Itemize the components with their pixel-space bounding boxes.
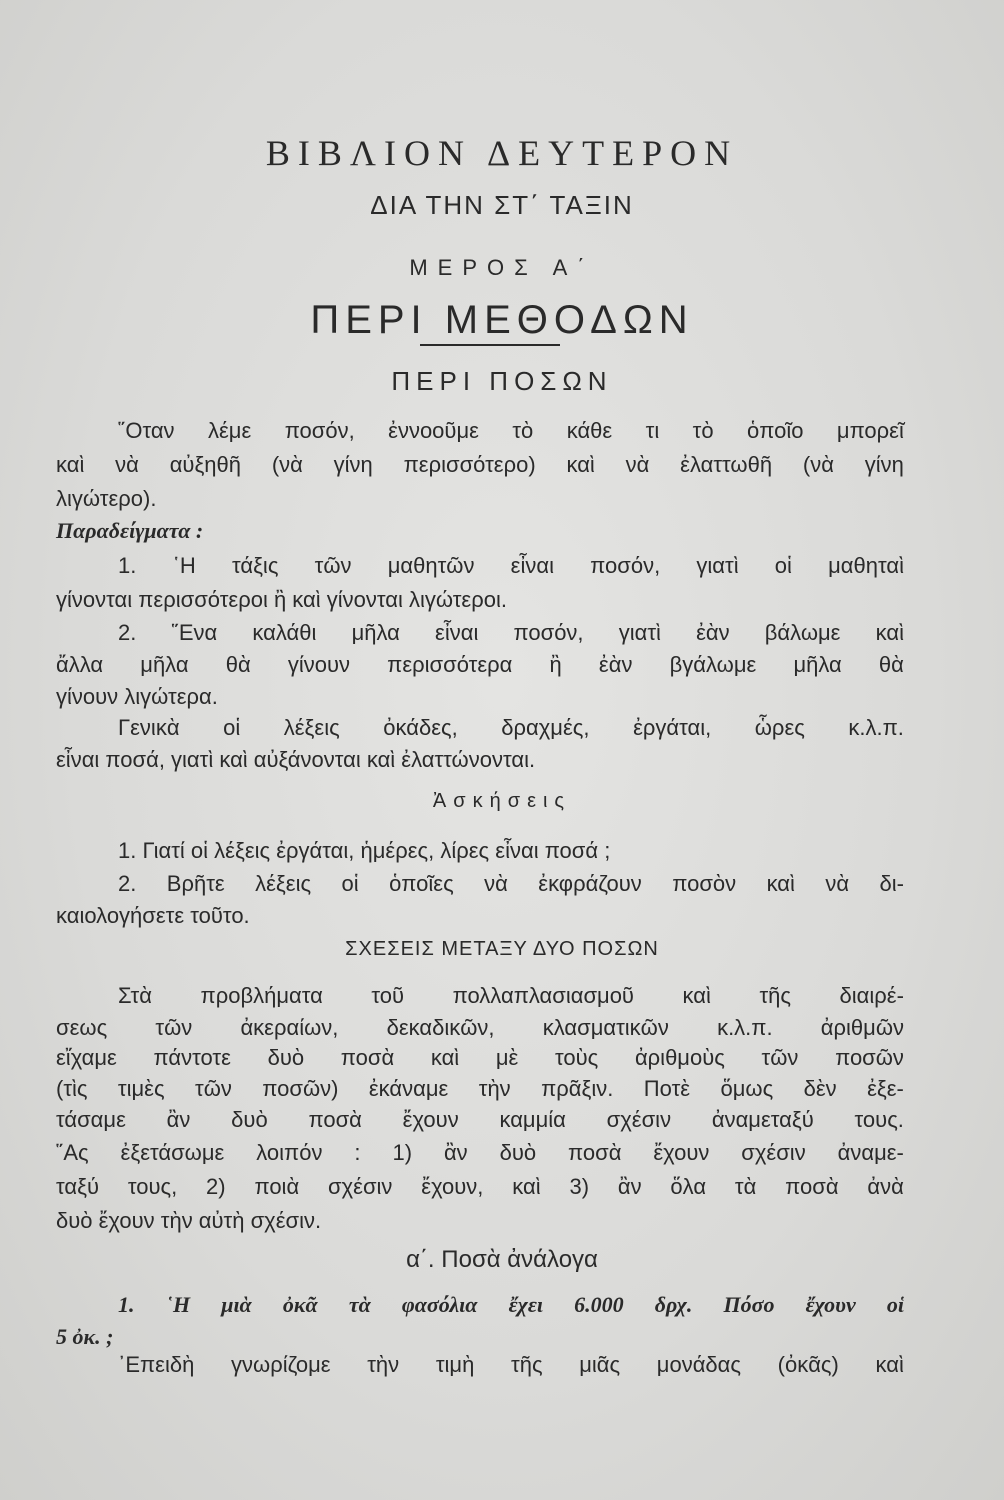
exercise-item: 2. Βρῆτε λέξεις οἱ ὁποῖες νὰ ἐκφράζουν ποσὸν καὶ νὰ δι- — [118, 871, 904, 896]
text-line: 1. ῾Η τάξις τῶν μαθητῶν εἶναι ποσόν, γιατὶ οἱ μαθηταὶ — [118, 553, 904, 578]
problem-line: 1. ῾Η μιὰ ὀκᾶ τὰ φασόλια ἔχει 6.000 δρχ. Πόσο ἔχουν οἱ — [118, 1292, 904, 1317]
part-heading: ΜΕΡΟΣ Α΄ — [409, 255, 595, 280]
text-line: καιολογήσετε τοῦτο. — [56, 903, 250, 928]
text-line: δυὸ ἔχουν τὴν αὐτὴ σχέσιν. — [56, 1208, 322, 1233]
text-line: εἶναι ποσά, γιατὶ καὶ αὐξάνονται καὶ ἐλαττώνονται. — [56, 747, 536, 772]
text-line: ταξύ τους, 2) ποιὰ σχέσιν ἔχουν, καὶ 3) ἂν ὅλα τὰ ποσὰ ἀνὰ — [56, 1174, 904, 1199]
text-line: λιγώτερο). — [56, 486, 157, 511]
text-line: ῞Οταν λέμε ποσόν, ἐννοοῦμε τὸ κάθε τι τὸ ὁποῖο μπορεῖ — [118, 418, 904, 443]
subsection-heading: α΄. Ποσὰ ἀνάλογα — [406, 1246, 598, 1273]
chapter-heading: ΠΕΡΙ ΜΕΘΟΔΩΝ — [310, 298, 694, 342]
text-line: καὶ νὰ αὐξηθῆ (νὰ γίνη περισσότερο) καὶ νὰ ἐλαττωθῆ (νὰ γίνη — [56, 452, 904, 477]
text-line: ᾿Επειδὴ γνωρίζομε τὴν τιμὴ τῆς μιᾶς μονάδας (ὀκᾶς) καὶ — [118, 1352, 904, 1377]
text-line: γίνονται περισσότεροι ἢ καὶ γίνονται λιγώτεροι. — [56, 587, 507, 612]
exercises-heading: Ἀσκήσεις — [432, 790, 572, 812]
text-line: Γενικὰ οἱ λέξεις ὀκάδες, δραχμές, ἐργάται, ὧρες κ.λ.π. — [118, 715, 904, 740]
chapter-underline — [420, 344, 560, 346]
text-line: τάσαμε ἂν δυὸ ποσὰ ἔχουν καμμία σχέσιν ἀναμεταξύ τους. — [56, 1107, 904, 1132]
text-line: (τὶς τιμὲς τῶν ποσῶν) ἐκάναμε τὴν πρᾶξιν. Ποτὲ ὅμως δὲν ἐξε- — [56, 1076, 904, 1101]
text-line: σεως τῶν ἀκεραίων, δεκαδικῶν, κλασματικῶν κ.λ.π. ἀριθμῶν — [56, 1015, 904, 1040]
examples-label: Παραδείγματα : — [56, 518, 204, 543]
problem-line: 5 ὀκ. ; — [56, 1324, 114, 1349]
section-heading: ΠΕΡΙ ΠΟΣΩΝ — [391, 366, 613, 396]
text-line: γίνουν λιγώτερα. — [56, 684, 218, 709]
relations-heading: ΣΧΕΣΕΙΣ ΜΕΤΑΞΥ ΔΥΟ ΠΟΣΩΝ — [345, 938, 659, 960]
text-line: 2. ῞Ενα καλάθι μῆλα εἶναι ποσόν, γιατὶ ἐὰν βάλωμε καὶ — [118, 620, 904, 645]
book-title: ΒΙΒΛΙΟΝ ΔΕΥΤΕΡΟΝ — [265, 133, 739, 173]
text-line: εἴχαμε πάντοτε δυὸ ποσὰ καὶ μὲ τοὺς ἀριθμοὺς τῶν ποσῶν — [56, 1045, 904, 1070]
class-line: ΔΙΑ ΤΗΝ ΣΤ΄ ΤΑΞΙΝ — [370, 190, 634, 220]
exercise-item: 1. Γιατί οἱ λέξεις ἐργάται, ἡμέρες, λίρες εἶναι ποσά ; — [118, 838, 611, 863]
text-line: ἄλλα μῆλα θὰ γίνουν περισσότερα ἢ ἐὰν βγάλωμε μῆλα θὰ — [56, 652, 904, 677]
text-line: ῞Ας ἐξετάσωμε λοιπόν : 1) ἂν δυὸ ποσὰ ἔχουν σχέσιν ἀναμε- — [56, 1140, 904, 1165]
text-line: Στὰ προβλήματα τοῦ πολλαπλασιασμοῦ καὶ τῆς διαιρέ- — [118, 983, 904, 1008]
